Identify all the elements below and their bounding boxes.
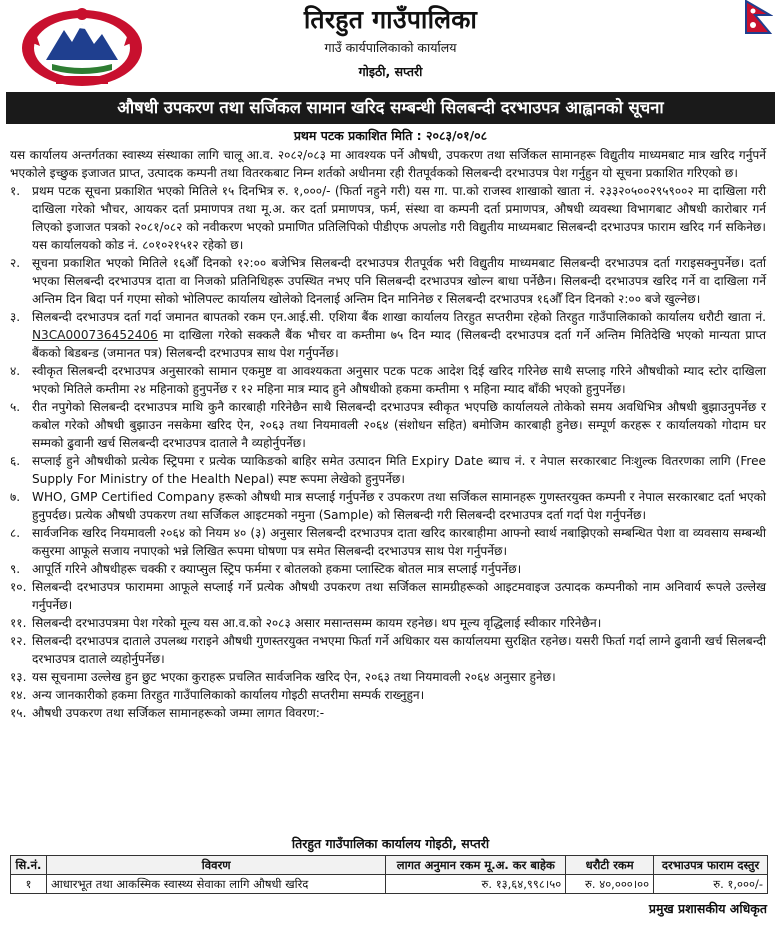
intro-paragraph: यस कार्यालय अन्तर्गतका स्वास्थ्य संस्थाका लागि चालू आ.व. २०८२/०८३ मा आवश्यक पर्ने औषधी, उपकरण तथा सर्जिकल सामानहरू विद्युतीय माध्यमबाट मात्र खरिद गर्नुपर्ने भएकोले इच्छुक इजाजत प्राप्त, उत्पादक कम्पनी तथा वितरकबाट निम्न शर्तको अधीनमा रही रीतपूर्वकको सिलबन्दी दरभाउपत्र पेश गर्नुहुन यो सूचना प्रकाशित गरिएको छ।	[10, 148, 766, 180]
item-text: औषधी उपकरण तथा सर्जिकल सामानहरूको जम्मा लागत विवरण:-	[32, 706, 325, 720]
item-number: १४.	[10, 688, 27, 702]
signoff-officer: प्रमुख प्रशासकीय अधिकृत	[648, 901, 767, 916]
office-subtitle: गाउँ कार्यपालिकाको कार्यालय	[324, 40, 457, 55]
item-number: १५.	[10, 706, 27, 720]
list-item	[10, 686, 766, 704]
item-number: १२.	[10, 634, 27, 648]
list-item	[10, 668, 766, 686]
list-item	[10, 704, 766, 722]
item-text: अन्य जानकारीको हकमा तिरहुत गाउँपालिकाको कार्यालय गोइठी सप्तरीमा सम्पर्क राख्नुहुन।	[32, 688, 425, 702]
item-text-before: सिलबन्दी दरभाउपत्र दर्ता गर्दा जमानत बापतको रकम एन.आई.सी. एशिया बैंक शाखा कार्यालय तिरहुत सप्तरीमा रहेको तिरहुत गाउँपालिकाको कार्यालय धरौटी खाता नं.	[32, 310, 766, 324]
published-date: प्रथम पटक प्रकाशित मिति : २०८३/०१/०८	[293, 128, 488, 143]
table-row	[11, 875, 768, 894]
item-text	[32, 308, 766, 362]
column-header-form-fee: दरभाउपत्र फाराम दस्तुर	[654, 856, 768, 875]
item-number: १.	[10, 184, 21, 198]
page-header	[0, 0, 781, 90]
item-text: प्रथम पटक सूचना प्रकाशित भएको मितिले १५ दिनभित्र रु. १,०००/- (फिर्ता नहुने गरी) यस गा. पा.को राजस्व शाखाको खाता नं. २३३२०५००२९५९००२ मा दाखिला गरी दाखिला गरेको भौचर, आयकर दर्ता प्रमाणपत्र तथा मू.अ. कर दर्ता प्रमाणपत्र, फर्म, संस्था वा कम्पनी दर्ता प्रमाणपत्र, औषधी व्यवस्था विभागबाट औषधी कारोबार गर्न लिएको इजाजत पत्रको २०८१/०८२ को नवीकरण भएको प्रमाणित प्रतिलिपिको पीडीएफ अपलोड गरी विद्युतीय माध्यमबाट सिलबन्दी दरभाउपत्र फाराम खरिद गर्न सकिनेछ। यस कार्यालयको कोड नं. ८०१०२१५१२ रहेको छ।	[32, 184, 766, 252]
item-number: ५.	[10, 400, 21, 414]
item-number: ६.	[10, 454, 21, 468]
list-item	[10, 452, 766, 488]
table-header-row	[11, 856, 768, 875]
column-header-description: विवरण	[46, 856, 385, 875]
item-number: १०.	[10, 580, 27, 594]
column-header-cost-estimate: लागत अनुमान रकम मू.अ. कर बाहेक	[386, 856, 566, 875]
item-text: सप्लाई हुने औषधीको प्रत्येक स्ट्रिपमा र प्रत्येक प्याकिङको बाहिर समेत उत्पादन मिति Expiry Date ब्याच नं. र नेपाल सरकारबाट निःशुल्क वितरणका लागि (Free Supply For Ministry of the Health Nepal) स्पष्ट रूपमा लेखेको हुनुपर्नेछ।	[32, 454, 766, 486]
cell-form-fee: रु. १,०००/-	[654, 875, 768, 894]
cell-deposit: रु. ४०,०००।००	[566, 875, 654, 894]
table-heading: तिरहुत गाउँपालिका कार्यालय गोइठी, सप्तरी	[291, 836, 490, 851]
list-item	[10, 488, 766, 524]
cell-cost-estimate: रु. १३,६४,९९८।५०	[386, 875, 566, 894]
list-item	[10, 560, 766, 578]
list-item	[10, 182, 766, 254]
item-text: आपूर्ति गरिने औषधीहरू चक्की र क्याप्सुल स्ट्रिप फर्ममा र बोतलको हकमा प्लास्टिक बोतल मात्र सप्लाई गर्नुपर्नेछ।	[32, 562, 522, 576]
item-text: सिलबन्दी दरभाउपत्र दाताले उपलब्ध गराइने औषधी गुणस्तरयुक्त नभएमा फिर्ता गर्ने अधिकार यस कार्यालयमा सुरक्षित रहनेछ। यसरी फिर्ता गर्दा लाग्ने ढुवानी खर्च सिलबन्दी दरभाउपत्र दाताले व्यहोर्नुपर्नेछ।	[32, 634, 766, 666]
notice-title-banner: औषधी उपकरण तथा सर्जिकल सामान खरिद सम्बन्धी सिलबन्दी दरभाउपत्र आह्वानको सूचना	[6, 92, 775, 124]
item-text: सार्वजनिक खरिद नियमावली २०६४ को नियम ४० (३) अनुसार सिलबन्दी दरभाउपत्र दाता खरिद कारबाहीमा आफ्नो स्वार्थ नबाझिएको सम्बन्धित पेशा वा व्यवसाय सम्बन्धी कसुरमा आफूले सजाय नपाएको भन्ने लिखित रूपमा घोषणा पत्र समेत सिलबन्दी दरभाउपत्र साथ पेश गर्नुपर्नेछ।	[32, 526, 766, 558]
item-text: सिलबन्दी दरभाउपत्र फाराममा आफूले सप्लाई गर्ने प्रत्येक औषधी उपकरण तथा सर्जिकल सामग्रीहरूको आइटमवाइज उत्पादक कम्पनीको नाम अनिवार्य रूपले उल्लेख गर्नुपर्नेछ।	[32, 580, 766, 612]
item-text: WHO, GMP Certified Company हरूको औषधी मात्र सप्लाई गर्नुपर्नेछ र उपकरण तथा सर्जिकल सामानहरू गुणस्तरयुक्त कम्पनी र नेपाल सरकारबाट दर्ता भएको हुनुपर्दछ। प्रत्येक औषधी उपकरण तथा सर्जिकल आइटमको नमुना (Sample) को सिलबन्दी गरी सिलबन्दी दरभाउपत्र दर्ता गर्दा पेश गर्नुपर्नेछ।	[32, 490, 766, 522]
item-number: ३.	[10, 310, 21, 324]
item-number: ७.	[10, 490, 21, 504]
column-header-deposit: धरौटी रकम	[566, 856, 654, 875]
item-number: २.	[10, 256, 21, 270]
item-number: ९.	[10, 562, 21, 576]
item-number: १३.	[10, 670, 27, 684]
item-text: सिलबन्दी दरभाउपत्रमा पेश गरेको मूल्य यस आ.व.को २०८३ असार मसान्तसम्म कायम रहनेछ। थप मूल्य वृद्धिलाई स्वीकार गरिनेछैन।	[32, 616, 602, 630]
list-item	[10, 362, 766, 398]
list-item	[10, 524, 766, 560]
cost-details-table	[10, 855, 768, 894]
list-item	[10, 308, 766, 362]
item-number: ११.	[10, 616, 27, 630]
column-header-serial: सि.नं.	[11, 856, 47, 875]
item-text: यस सूचनामा उल्लेख हुन छुट भएका कुराहरू प्रचलित सार्वजनिक खरिद ऐन, २०६३ तथा नियमावली २०६४ अनुसार हुनेछ।	[32, 670, 556, 684]
office-address: गोइठी, सप्तरी	[358, 64, 423, 79]
list-item	[10, 614, 766, 632]
deposit-account-number: N3CA000736452406	[32, 328, 158, 342]
notice-body	[10, 146, 766, 722]
item-text: सूचना प्रकाशित भएको मितिले १६औँ दिनको १२:०० बजेभित्र सिलबन्दी दरभाउपत्र रीतपूर्वक भरी विद्युतीय माध्यमबाट सिलबन्दी दरभाउपत्र दर्ता गराइसक्नुपर्नेछ। दर्ता भएका सिलबन्दी दरभाउपत्र दाता वा निजको प्रतिनिधिहरू उपस्थित नभए पनि सिलबन्दी दरभाउपत्र खोल्न बाधा पर्नेछैन। सिलबन्दी दरभाउपत्र खरिद गर्ने वा दाखिला गर्ने अन्तिम दिन बिदा पर्न गएमा सोको भोलिपल्ट कार्यालय खोलेको दिनलाई अन्तिम दिन मानिनेछ र सिलबन्दी दरभाउपत्र १६औँ दिन दिनको २:०० बजे खुल्नेछ।	[32, 256, 766, 306]
item-text: स्वीकृत सिलबन्दी दरभाउपत्र अनुसारको सामान एकमुष्ट वा आवश्यकता अनुसार पटक पटक आदेश दिई खरिद गरिनेछ साथै सप्लाइ गरिने औषधीको म्याद स्टोर दाखिला भएको मितिले कम्तीमा २४ महिनाको हुनुपर्नेछ र १२ महिना मात्र म्याद हुने औषधीको हकमा कम्तीमा ९ महिना म्याद बाँकी भएको हुनुपर्नेछ।	[32, 364, 766, 396]
list-item	[10, 578, 766, 614]
item-number: ८.	[10, 526, 21, 540]
list-item	[10, 254, 766, 308]
item-text: रीत नपुगेको सिलबन्दी दरभाउपत्र माथि कुनै कारबाही गरिनेछैन साथै सिलबन्दी दरभाउपत्र स्वीकृत भएपछि कार्यालयले तोकेको समय अवधिभित्र औषधी बुझाउनुपर्नेछ र कबोल गरेको औषधी बुझाउन नसकेमा खरिद ऐन, २०६३ तथा नियमावली २०६४ (संशोधन सहित) बमोजिम कारबाही हुनेछ। सम्पूर्ण करहरू र कार्यालयको गोदाम घर सम्मको ढुवानी खर्च सिलबन्दी दरभाउपत्र दाताले नै व्यहोर्नुपर्नेछ।	[32, 400, 766, 450]
item-text-after: मा दाखिला गरेको सक्कलै बैंक भौचर वा कम्तीमा ७५ दिन म्याद (सिलबन्दी दरभाउपत्र दर्ता गर्ने अन्तिम मितिदेखि भएको मान्यता प्राप्त बैंकको बिडबन्ड (जमानत पत्र) सिलबन्दी दरभाउपत्र साथ पेश गर्नुपर्नेछ।	[32, 328, 766, 360]
cell-serial: १	[11, 875, 47, 894]
page-title: तिरहुत गाउँपालिका	[303, 5, 478, 34]
item-number: ४.	[10, 364, 21, 378]
cell-description: आधारभूत तथा आकस्मिक स्वास्थ्य सेवाका लागि औषधी खरिद	[46, 875, 385, 894]
nepal-flag-icon	[743, 0, 773, 34]
list-item	[10, 632, 766, 668]
list-item	[10, 398, 766, 452]
